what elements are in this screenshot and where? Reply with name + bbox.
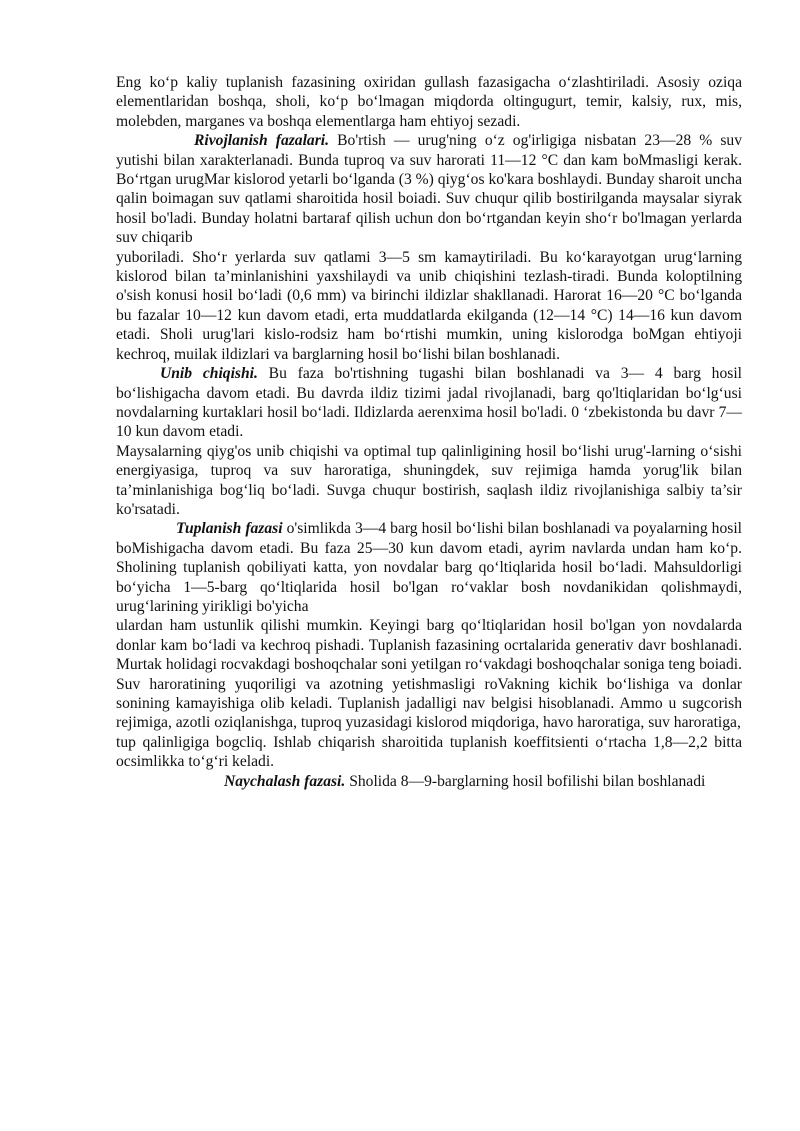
- paragraph-text: tup qalinligiga bogcliq. Ishlab chiqarish sharoitida tuplanish koeffitsienti o‘rtacha 1,8—2,2 bitta ocsimlikka to‘g‘ri keladi.: [116, 733, 742, 771]
- paragraph-booting-phase: [116, 772, 742, 791]
- paragraph-seedling-density: [116, 442, 742, 520]
- paragraph-salt-soils: [116, 248, 742, 364]
- paragraph-text: Bu faza bo'rtishning tugashi bilan boshlanadi va 3— 4 barg hosil bo‘lishigacha davom etadi. Bu davrda ildiz tizimi jadal rivojlanadi, barg qo'ltiqlaridan bo‘lg‘usi novdalarning kurtaklari hosil bo‘ladi. Ildizlarda aerenxima hosil bo'ladi. 0 ‘zbekistonda bu davr 7—10 kun davom etadi.: [116, 365, 742, 441]
- section-heading-booting-phase: Naychalash fazasi.: [224, 772, 346, 790]
- paragraph-tillering-coefficient: [116, 733, 742, 772]
- paragraph-development-phases: [116, 131, 742, 247]
- paragraph-germination: [116, 364, 742, 442]
- paragraph-text: Sholida 8—9-barglarning hosil bofilishi bilan boshlanadi: [345, 772, 706, 790]
- paragraph-text: Eng ko‘p kaliy tuplanish fazasining oxiridan gullash fazasigacha o‘zlashtiriladi. Asosiy oziqa elementlaridan boshqa, sholi, ko‘p bo‘lmagan miqdorda oltingugurt, temir, kalsiy, rux, mis, molebden, marganes va boshqa elementlarga ham ehtiyoj sezadi.: [116, 74, 742, 130]
- document-page: [116, 73, 742, 791]
- section-heading-germination: Unib chiqishi.: [160, 365, 258, 383]
- paragraph-text: Maysalarning qiyg'os unib chiqishi va optimal tup qalinligining hosil bo‘lishi urug'-larning o‘sishi energiyasiga, tuproq va suv haroratiga, shuningdek, suv rejimiga hamda yorug'lik bilan ta’minlanishiga bog‘liq bo‘ladi. Suvga chuqur bostirish, saqlash ildiz rivojlanishiga salbiy ta’sir ko'rsatadi.: [116, 442, 742, 518]
- paragraph-tillering-phase: [116, 519, 742, 616]
- paragraph-potassium: [116, 73, 742, 131]
- paragraph-text: yuboriladi. Sho‘r yerlarda suv qatlami 3—5 sm kamaytiriladi. Bu ko‘karayotgan urug‘larning kislorod bilan ta’minlanishini yaxshilaydi va unib chiqishini tezlash-tiradi. Bunda koloptilning o'sish konusi hosil bo‘ladi (0,6 mm) va birinchi ildizlar shakllanadi. Harorat 16—20 °C bo‘lganda bu fazalar 10—12 kun davom etadi, erta muddatlarda ekilganda (12—14 °C) 14—16 kun davom etadi. Sholi urug'lari kislo-rodsiz ham bo‘rtishi mumkin, uning kislorodga boMgan ehtiyoji kechroq, muilak ildizlari va barglarning hosil bo‘lishi bilan boshlanadi.: [116, 248, 742, 363]
- paragraph-text: o'simlikda 3—4 barg hosil bo‘lishi bilan boshlanadi va poyalarning hosil boMishigacha davom etadi. Bu faza 25—30 kun davom etadi, ayrim navlarda undan ham ko‘p. Sholining tuplanish qobiliyati katta, yon novdalar barg qo‘ltiqlarida hosil bo‘ladi. Mahsuldorligi bo‘yicha 1—5-barg qo‘ltiqlarida hosil bo'lgan ro‘vaklar bosh novdanikidan qolishmaydi, urug‘larining yirikligi bo'yicha: [116, 520, 742, 615]
- section-heading-tillering-phase: Tuplanish fazasi: [176, 520, 283, 538]
- paragraph-text: Bo'rtish — urug'ning o‘z og'irligiga nisbatan 23—28 % suv yutishi bilan xarakterlanadi. Bunda tuproq va suv harorati 11—12 °C dan kam boMmasligi kerak. Bo‘rtgan urugMar kislorod yetarli bo‘lganda (3 %) qiyg‘os ko'kara boshlaydi. Bunday sharoit uncha qalin boimagan suv qatlami sharoitida hosil boiadi. Suv chuqur qilib bostirilganda maysalar siyrak hosil bo'ladi. Bunday holatni bartaraf qilish uchun don bo‘rtgandan keyin sho‘r bo'lmagan yerlarda suv chiqarib: [116, 132, 742, 247]
- paragraph-text: ulardan ham ustunlik qilishi mumkin. Keyingi barg qo‘ltiqlaridan hosil bo'lgan yon novdalarda donlar kam bo‘ladi va kechroq pishadi. Tuplanish fazasining ocrtalarida generativ davr boshlanadi. Murtak holidagi rocvakdagi boshoqchalar soni yetilgan ro‘vakdagi boshoqchalar soniga teng boiadi. Suv haroratining yuqoriligi va azotning yetishmasligi roVakning kichik bo‘lishiga va donlar sonining kamayishiga olib keladi. Tuplanish jadalligi nav belgisi hisoblanadi. Ammo u sugcorish rejimiga, azotli oziqlanishga, tuproq yuzasidagi kislorod miqdoriga, havo haroratiga, suv haroratiga,: [116, 617, 742, 732]
- paragraph-side-shoots: [116, 616, 742, 732]
- section-heading-development-phases: Rivojlanish fazalari.: [194, 132, 330, 150]
